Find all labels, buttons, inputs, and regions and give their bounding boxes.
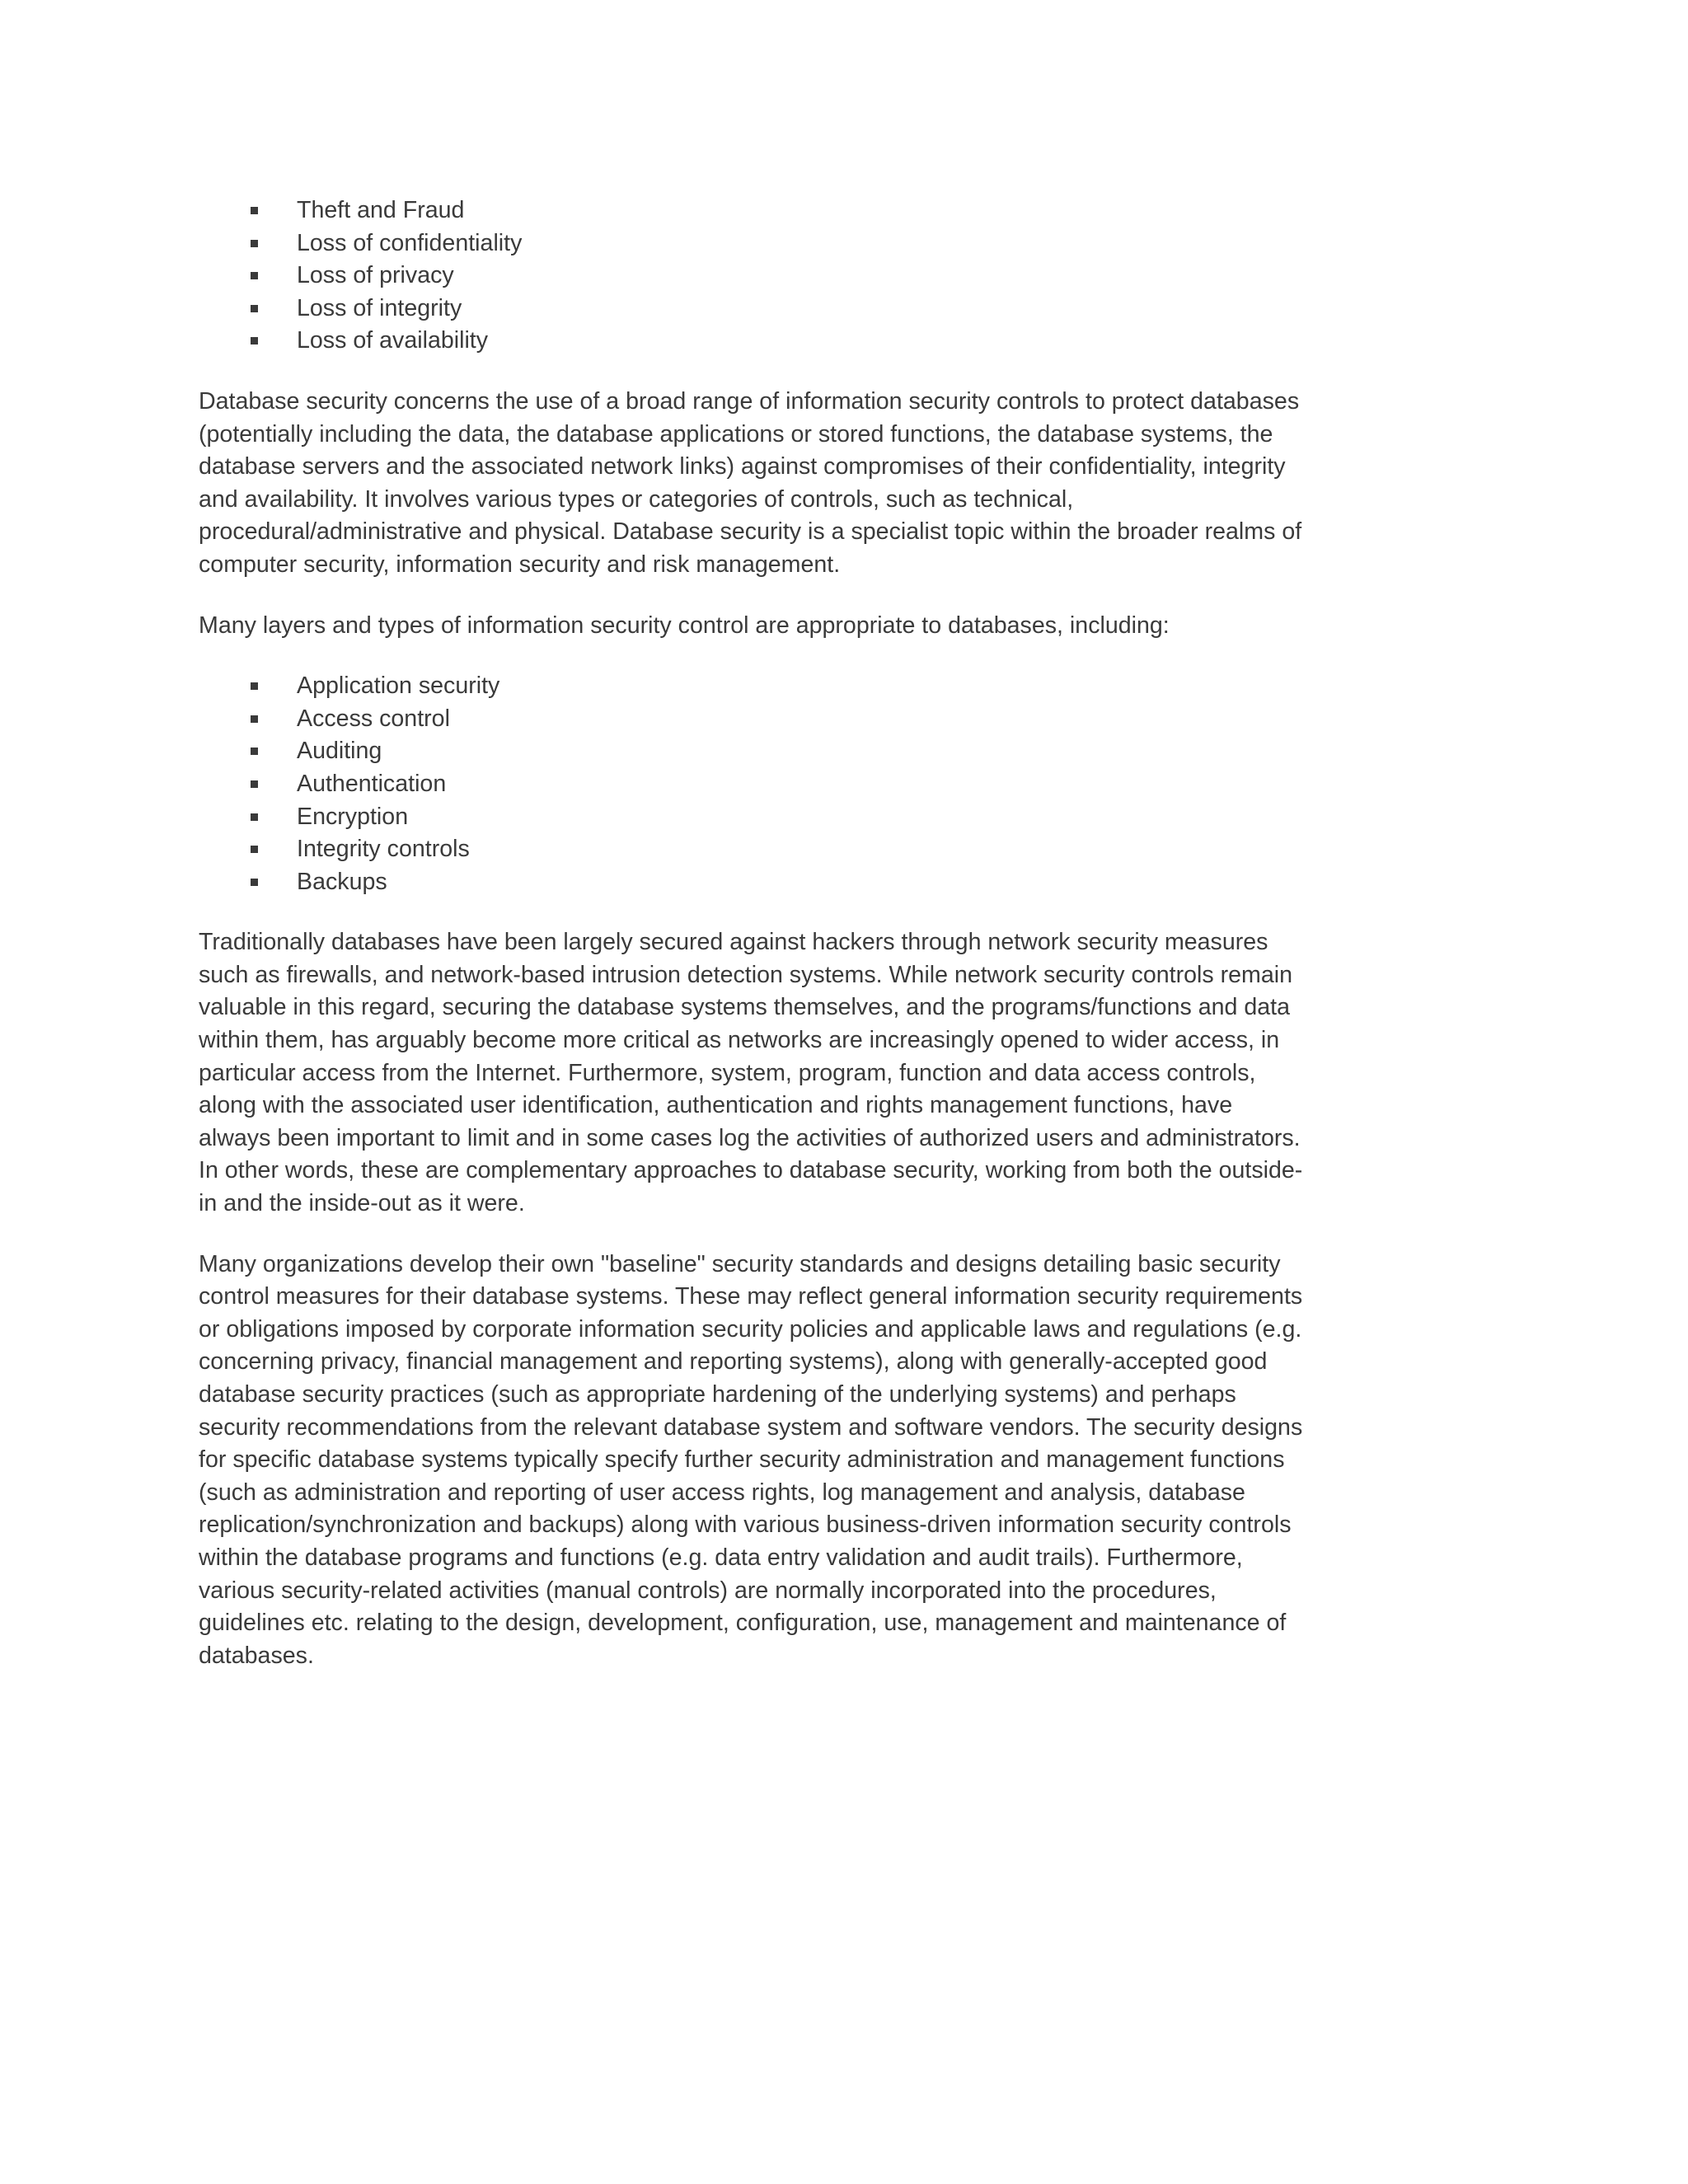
square-bullet-icon [251, 207, 258, 214]
list-item [199, 670, 1386, 703]
list-item-text: Loss of integrity [297, 294, 462, 321]
list-item [199, 227, 1386, 260]
list-item [199, 703, 1386, 736]
text-line: (such as administration and reporting of user access rights, log management and analysis, database [199, 1479, 1245, 1506]
text-line: along with the associated user identification, authentication and rights management functions, have [199, 1092, 1233, 1119]
square-bullet-icon [251, 846, 258, 853]
text-line: Database security concerns the use of a broad range of information security controls to protect databases [199, 387, 1300, 415]
text-line: procedural/administrative and physical. Database security is a specialist topic within the broader realms of [199, 518, 1302, 546]
square-bullet-icon [251, 682, 258, 690]
list-item-text: Loss of confidentiality [297, 229, 523, 256]
text-line: within the database programs and functions (e.g. data entry validation and audit trails). Furthermore, [199, 1544, 1243, 1571]
list-item [199, 194, 1386, 227]
text-line: database servers and the associated network links) against compromises of their confidentiality, integrity [199, 453, 1286, 480]
text-line: guidelines etc. relating to the design, development, configuration, use, management and maintenance of [199, 1610, 1287, 1637]
text-line: replication/synchronization and backups) along with various business-driven information security controls [199, 1511, 1292, 1539]
list-item [199, 833, 1386, 866]
text-line: such as firewalls, and network-based intrusion detection systems. While network security controls remain [199, 961, 1292, 988]
list-item-text: Loss of availability [297, 327, 489, 354]
paragraph-traditional-security [199, 926, 1386, 1220]
list-item-text: Integrity controls [297, 836, 470, 863]
square-bullet-icon [251, 780, 258, 788]
security-controls-list [199, 670, 1386, 898]
list-item-text: Theft and Fraud [297, 197, 465, 223]
text-line: database security practices (such as appropriate hardening of the underlying systems) and perhaps [199, 1381, 1236, 1408]
list-item-text: Application security [297, 673, 500, 700]
risk-list [199, 194, 1386, 358]
list-item-text: Encryption [297, 803, 409, 830]
list-item [199, 866, 1386, 899]
document-body [199, 194, 1386, 1700]
text-line: security recommendations from the relevant database system and software vendors. The security designs [199, 1413, 1303, 1441]
text-line: concerning privacy, financial management and reporting systems), along with generally-accepted good [199, 1348, 1268, 1376]
paragraph-database-security-definition [199, 386, 1386, 582]
text-line: for specific database systems typically specify further security administration and management functions [199, 1446, 1285, 1474]
text-line: databases. [199, 1642, 314, 1669]
list-item [199, 293, 1386, 326]
text-line: always been important to limit and in some cases log the activities of authorized users and administrators. [199, 1124, 1301, 1151]
text-line: computer security, information security and risk management. [199, 551, 841, 578]
square-bullet-icon [251, 272, 258, 279]
list-item-text: Authentication [297, 770, 447, 797]
text-line: valuable in this regard, securing the database systems themselves, and the programs/functions and data [199, 994, 1291, 1021]
list-item [199, 260, 1386, 293]
text-line: in and the inside-out as it were. [199, 1190, 525, 1217]
list-item [199, 801, 1386, 834]
list-item [199, 735, 1386, 768]
list-item [199, 768, 1386, 801]
list-item-text: Access control [297, 705, 450, 732]
text-line: various security-related activities (manual controls) are normally incorporated into the procedures, [199, 1577, 1217, 1604]
text-line: Traditionally databases have been largely secured against hackers through network security measures [199, 929, 1268, 956]
text-line: control measures for their database systems. These may reflect general information security requirements [199, 1283, 1303, 1310]
text-line: Many layers and types of information security control are appropriate to databases, including: [199, 612, 1170, 639]
text-line: particular access from the Internet. Furthermore, system, program, function and data access controls, [199, 1059, 1256, 1086]
list-item [199, 325, 1386, 358]
square-bullet-icon [251, 305, 258, 312]
text-line: In other words, these are complementary approaches to database security, working from both the outside- [199, 1157, 1303, 1184]
list-item-text: Backups [297, 868, 387, 895]
square-bullet-icon [251, 240, 258, 247]
text-line: or obligations imposed by corporate information security policies and applicable laws and regulations (e.g. [199, 1315, 1302, 1343]
square-bullet-icon [251, 813, 258, 821]
paragraph-baseline-standards [199, 1249, 1386, 1673]
text-line: Many organizations develop their own "baseline" security standards and designs detailing basic security [199, 1250, 1281, 1277]
list-item-text: Auditing [297, 738, 382, 765]
paragraph-control-layers-intro [199, 610, 1386, 643]
text-line: within them, has arguably become more critical as networks are increasingly opened to wider access, in [199, 1027, 1280, 1054]
text-line: and availability. It involves various types or categories of controls, such as technical, [199, 485, 1074, 513]
square-bullet-icon [251, 337, 258, 344]
square-bullet-icon [251, 879, 258, 886]
square-bullet-icon [251, 715, 258, 723]
text-line: (potentially including the data, the database applications or stored functions, the database systems, the [199, 420, 1273, 448]
list-item-text: Loss of privacy [297, 262, 454, 289]
square-bullet-icon [251, 748, 258, 755]
